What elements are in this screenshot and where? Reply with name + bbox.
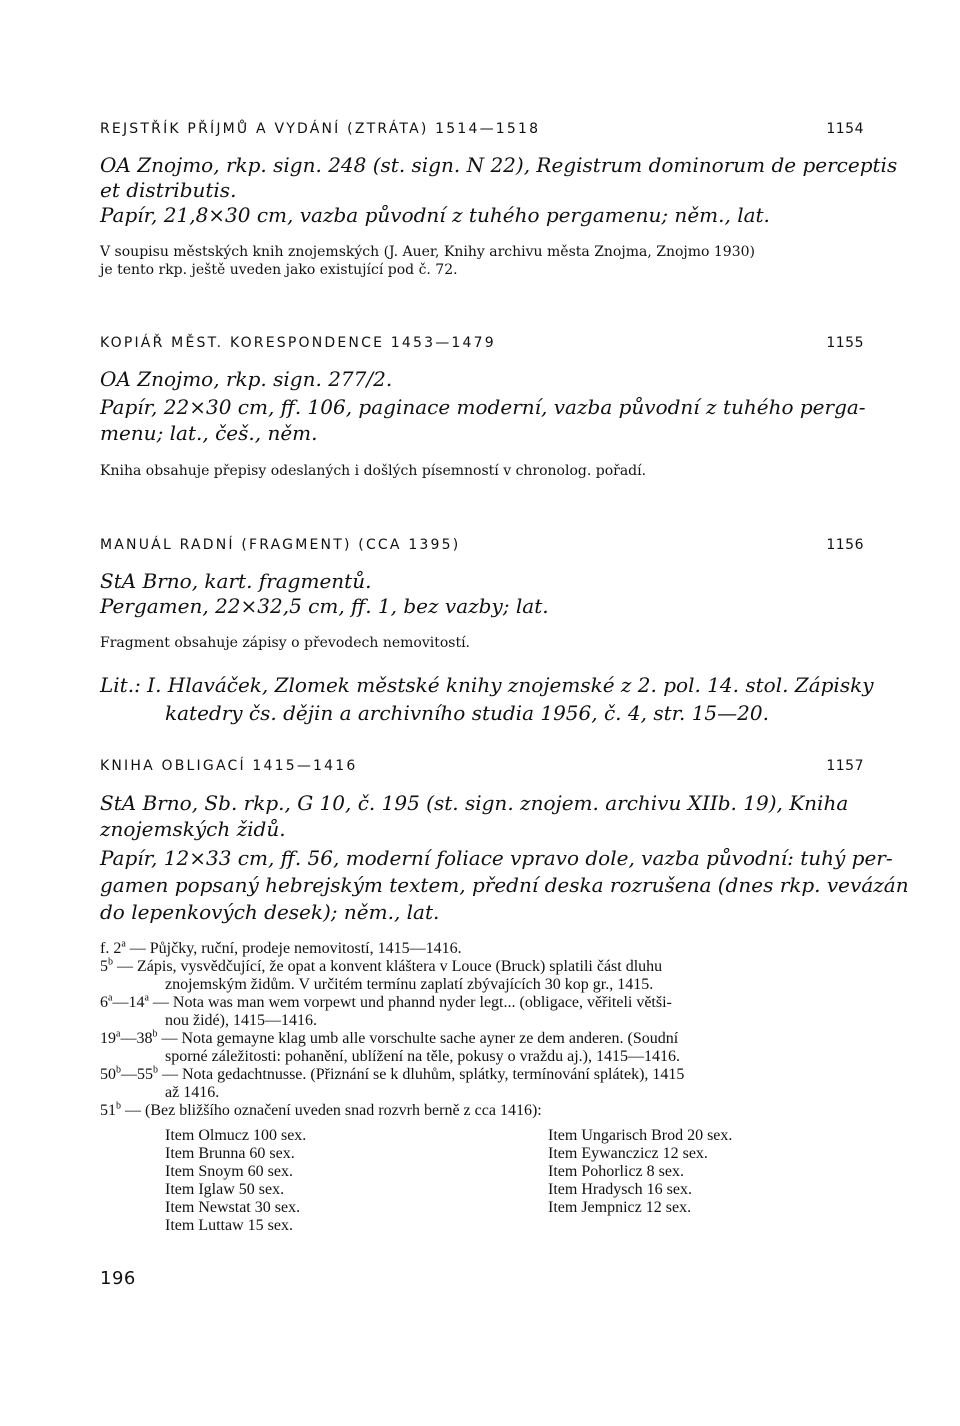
tax-item: Item Hradysch 16 sex. [548, 1181, 692, 1198]
entry-line: OA Znojmo, rkp. sign. 248 (st. sign. N 22), Registrum dominorum de perceptis [100, 153, 898, 177]
tax-item: Item Snoym 60 sex. [165, 1163, 293, 1180]
entry-line: Papír, 21,8×30 cm, vazba původní z tuhého pergamenu; něm., lat. [100, 203, 770, 227]
entry-line: znojemských židů. [100, 817, 286, 841]
entry-heading-1155 [100, 334, 864, 352]
folio-entry-continuation: nou židé), 1415—1416. [165, 1012, 317, 1029]
tax-item: Item Pohorlicz 8 sex. [548, 1163, 684, 1180]
folio-entry: 51$^b$ — (Bez bližšího označení uveden snad rozvrh berně z cca 1416): [100, 1100, 542, 1119]
entry-note: Kniha obsahuje přepisy odeslaných i došlých písemností v chronolog. pořadí. [100, 463, 647, 479]
entry-number: 1156 [826, 537, 864, 553]
entry-line: Papír, 22×30 cm, ff. 106, paginace moderní, vazba původní z tuhého perga- [100, 395, 866, 419]
entry-note: V soupisu městských knih znojemských (J. Auer, Knihy archivu města Znojma, Znojmo 1930) [100, 244, 755, 260]
entry-line: menu; lat., češ., něm. [100, 421, 318, 445]
entry-heading-1154 [100, 120, 864, 138]
tax-item: Item Eywanczicz 12 sex. [548, 1145, 708, 1162]
entry-title: MANUÁL RADNÍ (FRAGMENT) (CCA 1395) [100, 537, 461, 553]
folio-entry: 5$^b$ — Zápis, vysvědčující, že opat a konvent kláštera v Louce (Bruck) splatili část dluhu [100, 956, 663, 975]
folio-entry-continuation: znojemským židům. V určitém termínu zaplatí zbývajících 30 kop gr., 1415. [165, 976, 654, 993]
entry-line: StA Brno, Sb. rkp., G 10, č. 195 (st. sign. znojem. archivu XIIb. 19), Kniha [100, 791, 849, 815]
entry-number: 1155 [826, 335, 864, 351]
entry-title: KOPIÁŘ MĚST. KORESPONDENCE 1453—1479 [100, 335, 496, 351]
entry-line: gamen popsaný hebrejským textem, přední deska rozrušena (dnes rkp. vevázán [100, 873, 909, 897]
entry-heading-1157 [100, 757, 864, 775]
literature-line: katedry čs. dějin a archivního studia 1956, č. 4, str. 15—20. [165, 701, 769, 725]
entry-line: Papír, 12×33 cm, ff. 56, moderní foliace vpravo dole, vazba původní: tuhý per- [100, 846, 893, 870]
entry-title: KNIHA OBLIGACÍ 1415—1416 [100, 758, 358, 774]
tax-item: Item Luttaw 15 sex. [165, 1217, 293, 1234]
tax-item: Item Iglaw 50 sex. [165, 1181, 285, 1198]
tax-item: Item Jempnicz 12 sex. [548, 1199, 692, 1216]
entry-line: et distributis. [100, 178, 237, 202]
tax-item: Item Newstat 30 sex. [165, 1199, 301, 1216]
entry-line: StA Brno, kart. fragmentů. [100, 569, 372, 593]
folio-entry: 50$^b$—55$^b$ — Nota gedachtnusse. (Přiznání se k dluhům, splátky, termínování splátek), 1415 [100, 1064, 685, 1083]
entry-note: je tento rkp. ještě uveden jako existující pod č. 72. [100, 262, 458, 278]
folio-entry-continuation: až 1416. [165, 1084, 220, 1101]
tax-item: Item Ungarisch Brod 20 sex. [548, 1127, 733, 1144]
page-number: 196 [100, 1268, 136, 1289]
folio-entry: 19$^a$—38$^b$ — Nota gemayne klag umb alle vorschulte sache ayner ze dem anderen. (Soudní [100, 1028, 679, 1047]
tax-item: Item Brunna 60 sex. [165, 1145, 295, 1162]
folio-entry: f. 2$^a$ — Půjčky, ruční, prodeje nemovitostí, 1415—1416. [100, 938, 462, 957]
entry-line: OA Znojmo, rkp. sign. 277/2. [100, 367, 393, 391]
literature-line: Lit.: I. Hlaváček, Zlomek městské knihy znojemské z 2. pol. 14. stol. Zápisky [100, 673, 874, 697]
entry-title: REJSTŘÍK PŘÍJMŮ A VYDÁNÍ (ZTRÁTA) 1514—1518 [100, 121, 541, 137]
tax-item: Item Olmucz 100 sex. [165, 1127, 307, 1144]
entry-number: 1157 [826, 758, 864, 774]
entry-heading-1156 [100, 536, 864, 554]
entry-line: do lepenkových desek); něm., lat. [100, 900, 440, 924]
folio-entry: 6$^a$—14$^a$ — Nota was man wem vorpewt und phannd nyder legt... (obligace, věřiteli větši- [100, 992, 672, 1011]
entry-note: Fragment obsahuje zápisy o převodech nemovitostí. [100, 635, 471, 651]
entry-line: Pergamen, 22×32,5 cm, ff. 1, bez vazby; lat. [100, 594, 549, 618]
folio-entry-continuation: sporné záležitosti: pohanění, ublížení na těle, pokusy o vraždu aj.), 1415—1416. [165, 1048, 680, 1065]
entry-number: 1154 [826, 121, 864, 137]
